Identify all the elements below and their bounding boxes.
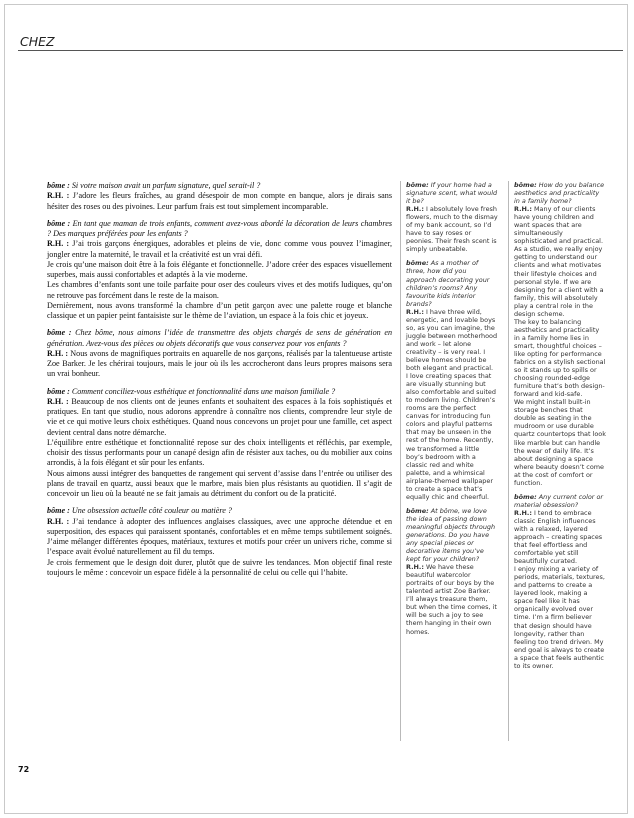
column-divider — [400, 181, 401, 741]
answer-paragraph — [47, 301, 392, 322]
column-divider — [508, 181, 509, 741]
interview-question — [514, 181, 606, 205]
question-text: Comment conciliez-vous esthétique et fonctionnalité dans une maison familiale ? — [71, 386, 336, 396]
question-speaker: bôme : — [47, 328, 72, 338]
answer-paragraph — [514, 398, 606, 487]
question-speaker: bôme: — [514, 492, 537, 501]
answer-text: I absolutely love fresh flowers, much to the dismay of my bank account, so I’d have to say roses or peonies. Their fresh scent is simply unbeatable. — [406, 205, 498, 254]
answer-paragraph — [514, 205, 606, 318]
answer-text: Je crois qu’une maison doit être à la fois élégante et fonctionnelle. J’adore créer des espaces visuellement superbes, mais aussi confortables et adaptés à la vie moderne. — [47, 259, 392, 279]
answer-text: J’ai trois garçons énergiques, adorables et pleins de vie, donc comme vous pouvez l’imaginer, jongler entre la maternité, le travail et la créativité est un vrai défi. — [47, 239, 392, 259]
answer-text: Les chambres d’enfants sont une toile parfaite pour oser des couleurs vives et des motifs ludiques, qu’on ne retrouve pas forcément dans le reste de la maison. — [47, 280, 392, 300]
question-speaker: bôme : — [47, 181, 70, 190]
answer-speaker: R.H.: — [406, 563, 424, 572]
question-text: Any current color or material obsession? — [514, 492, 604, 509]
answer-paragraph — [47, 280, 392, 301]
answer-paragraph — [406, 372, 498, 501]
question-text: As a mother of three, how did you approach decorating your children’s rooms? Any favourite kids interior brands? — [406, 259, 490, 308]
answer-text: Je crois fermement que le design doit durer, plutôt que de suivre les tendances. Mon objectif final reste toujours le même : concevoir un espace fidèle à la personnalité de celui ou celle qui l’habite. — [47, 557, 392, 577]
page-number: 72 — [18, 765, 30, 774]
question-speaker: bôme : — [47, 386, 70, 396]
interview-question — [406, 507, 498, 563]
question-text: Une obsession actuelle côté couleur ou matière ? — [71, 506, 232, 516]
answer-text: I love creating spaces that are visually stunning but also comfortable and suited to modern living. Children’s rooms are the perfect canvas for introducing fun colors and playful patterns that may be unseen in the rest of the home. Recently, we transformed a little boy’s bedroom with a classic red and white palette, and a whimsical airplane-themed wallpaper to create a space that’s equally chic and cheerful. — [406, 372, 496, 501]
answer-paragraph — [514, 509, 606, 565]
question-speaker: bôme: — [406, 506, 429, 515]
answer-paragraph — [514, 565, 606, 670]
interview-question — [514, 493, 606, 509]
answer-paragraph — [47, 349, 392, 380]
sidebar-column-en-1 — [406, 181, 498, 636]
answer-paragraph — [47, 397, 392, 438]
answer-paragraph — [47, 191, 392, 212]
answer-speaker: R.H.: — [514, 205, 532, 214]
interview-question — [47, 506, 392, 516]
answer-text: The key to balancing aesthetics and practicality in a family home lies in smart, thoughtful choices – like opting for performance fabrics on a stylish sectional so it stands up to spills or choosing rounded-edge furniture that’s both design-forward and kid-safe. — [514, 317, 606, 399]
question-speaker: bôme: — [514, 181, 537, 189]
question-text: Chez bôme, nous aimons l’idée de transmettre des objets chargés de sens de génération en génération. Avez-vous des pièces ou objets décoratifs que vous conservez pour vos enfants ? — [47, 328, 393, 348]
question-speaker: bôme : — [47, 218, 71, 228]
question-speaker: bôme: — [406, 259, 429, 268]
answer-paragraph — [47, 517, 392, 558]
answer-paragraph — [406, 205, 498, 253]
answer-text: Many of our clients have young children and want spaces that are simultaneously sophisticated and practical. As a studio, we really enjoy getting to understand our clients and what motivates their lifestyle choices and personal style. If we are designing for a client with a family, this will absolutely play a central role in the design scheme. — [514, 205, 604, 318]
answer-paragraph — [47, 239, 392, 260]
answer-text: Nous aimons aussi intégrer des banquettes de rangement qui servent d’assise dans l’entrée ou utiliser des plans de travail en quartz, aussi beaux que le marbre, mais bien plus résistants au quotidien. Il s’agit de concevoir un lieu où la beauté ne se fait jamais au détriment du confort ou de la praticité. — [47, 468, 392, 498]
question-speaker: bôme: — [406, 181, 429, 189]
question-text: How do you balance aesthetics and practicality in a family home? — [514, 181, 605, 206]
answer-text: I have three wild, energetic, and lovable boys so, as you can imagine, the juggle between motherhood and work – let alone creativity – is very real. I believe homes should be both elegant and practical. — [406, 307, 498, 373]
main-column-fr — [47, 181, 392, 578]
question-text: En tant que maman de trois enfants, comment avez-vous abordé la décoration de leurs chambres ? Des marques préférées pour les enfants ? — [47, 218, 393, 238]
answer-paragraph — [47, 260, 392, 281]
answer-text: J’ai tendance à adopter des influences anglaises classiques, avec une approche détendue et en superposition, des espaces qui paraissent spontanés, confortables et en même temps subtilement soignés. J’aime mélanger différentes époques, matériaux, textures et motifs pour créer un univers riche, comme si l’espace avait évolué naturellement au fil du temps. — [47, 516, 393, 557]
answer-paragraph — [514, 318, 606, 398]
question-text: At bôme, we love the idea of passing down meaningful objects through generations. Do you have any special pieces or decorative items you’ve kept for your children? — [406, 506, 496, 564]
answer-paragraph — [406, 563, 498, 635]
interview-question — [406, 181, 498, 205]
answer-paragraph — [47, 469, 392, 500]
answer-speaker: R.H.: — [514, 508, 532, 517]
answer-speaker: R.H. : — [47, 191, 70, 201]
answer-paragraph — [47, 438, 392, 469]
question-text: If your home had a signature scent, what would it be? — [406, 181, 498, 206]
answer-speaker: R.H.: — [406, 205, 424, 214]
interview-question — [406, 259, 498, 307]
answer-text: Beaucoup de nos clients ont de jeunes enfants et souhaitent des espaces à la fois sophistiqués et pratiques. En tant que studio, nous adorons apprendre à connaître nos clients, comprendre leur style de vie et ce qui motive leurs choix esthétiques. Quand nous concevons un projet pour une famille, cet aspect devient central dans notre démarche. — [47, 396, 392, 437]
answer-speaker: R.H. : — [47, 516, 70, 526]
answer-text: We have these beautiful watercolor portraits of our boys by the talented artist Zoe Barker. I’ll always treasure them, but when the time comes, it will be such a joy to see them hanging in their own homes. — [406, 563, 497, 636]
answer-text: We might install built-in storage benches that double as seating in the mudroom or use durable quartz countertops that look like marble but can handle the wear of daily life. It’s about designing a space where beauty doesn’t come at the cost of comfort or function. — [514, 398, 606, 487]
interview-question — [47, 219, 392, 240]
interview-question — [47, 181, 392, 191]
answer-speaker: R.H.: — [406, 307, 424, 316]
interview-question — [47, 328, 392, 349]
answer-text: Nous avons de magnifiques portraits en aquarelle de nos garçons, réalisés par la talentueuse artiste Zoe Barker. Je les chérirai toujours, mais le jour où ils les accrocheront dans leurs propres maisons sera un vrai bonheur. — [47, 348, 393, 379]
question-speaker: bôme : — [47, 506, 70, 516]
answer-paragraph — [47, 558, 392, 579]
answer-text: I tend to embrace classic English influences with a relaxed, layered approach – creating spaces that feel effortless and comfortable yet still beautifully curated. — [514, 508, 603, 566]
header-rule — [18, 50, 623, 51]
answer-speaker: R.H. : — [47, 396, 69, 406]
question-text: Si votre maison avait un parfum signature, quel serait-il ? — [71, 181, 261, 190]
answer-speaker: R.H. : — [47, 348, 69, 358]
answer-text: J’adore les fleurs fraîches, au grand désespoir de mon compte en banque, alors je dirais sans hésiter des roses ou des pivoines. Leur parfum frais est tout simplement incomparable. — [47, 191, 392, 211]
answer-text: L’équilibre entre esthétique et fonctionnalité repose sur des choix intelligents et réfléchis, par exemple, choisir des tissus performants pour un canapé design afin de résister aux taches, ou du mobilier aux coins arrondis, à la fois élégant et sûr pour les enfants. — [47, 437, 392, 468]
answer-speaker: R.H. : — [47, 239, 70, 249]
answer-text: Dernièrement, nous avons transformé la chambre d’un petit garçon avec une palette rouge et blanche classique et un papier peint fantaisiste sur le thème de l’aviation, un espace à la fois chic et joyeux. — [47, 300, 392, 320]
answer-paragraph — [406, 308, 498, 372]
answer-text: I enjoy mixing a variety of periods, materials, textures, and patterns to create a layered look, making a space feel like it has organically evolved over time. I’m a firm believer that design should have longevity, rather than feeling too trend driven. My end goal is always to create a space that feels authentic to its owner. — [514, 565, 605, 670]
interview-question — [47, 387, 392, 397]
sidebar-column-en-2 — [514, 181, 606, 670]
section-label: CHEZ — [20, 34, 55, 49]
